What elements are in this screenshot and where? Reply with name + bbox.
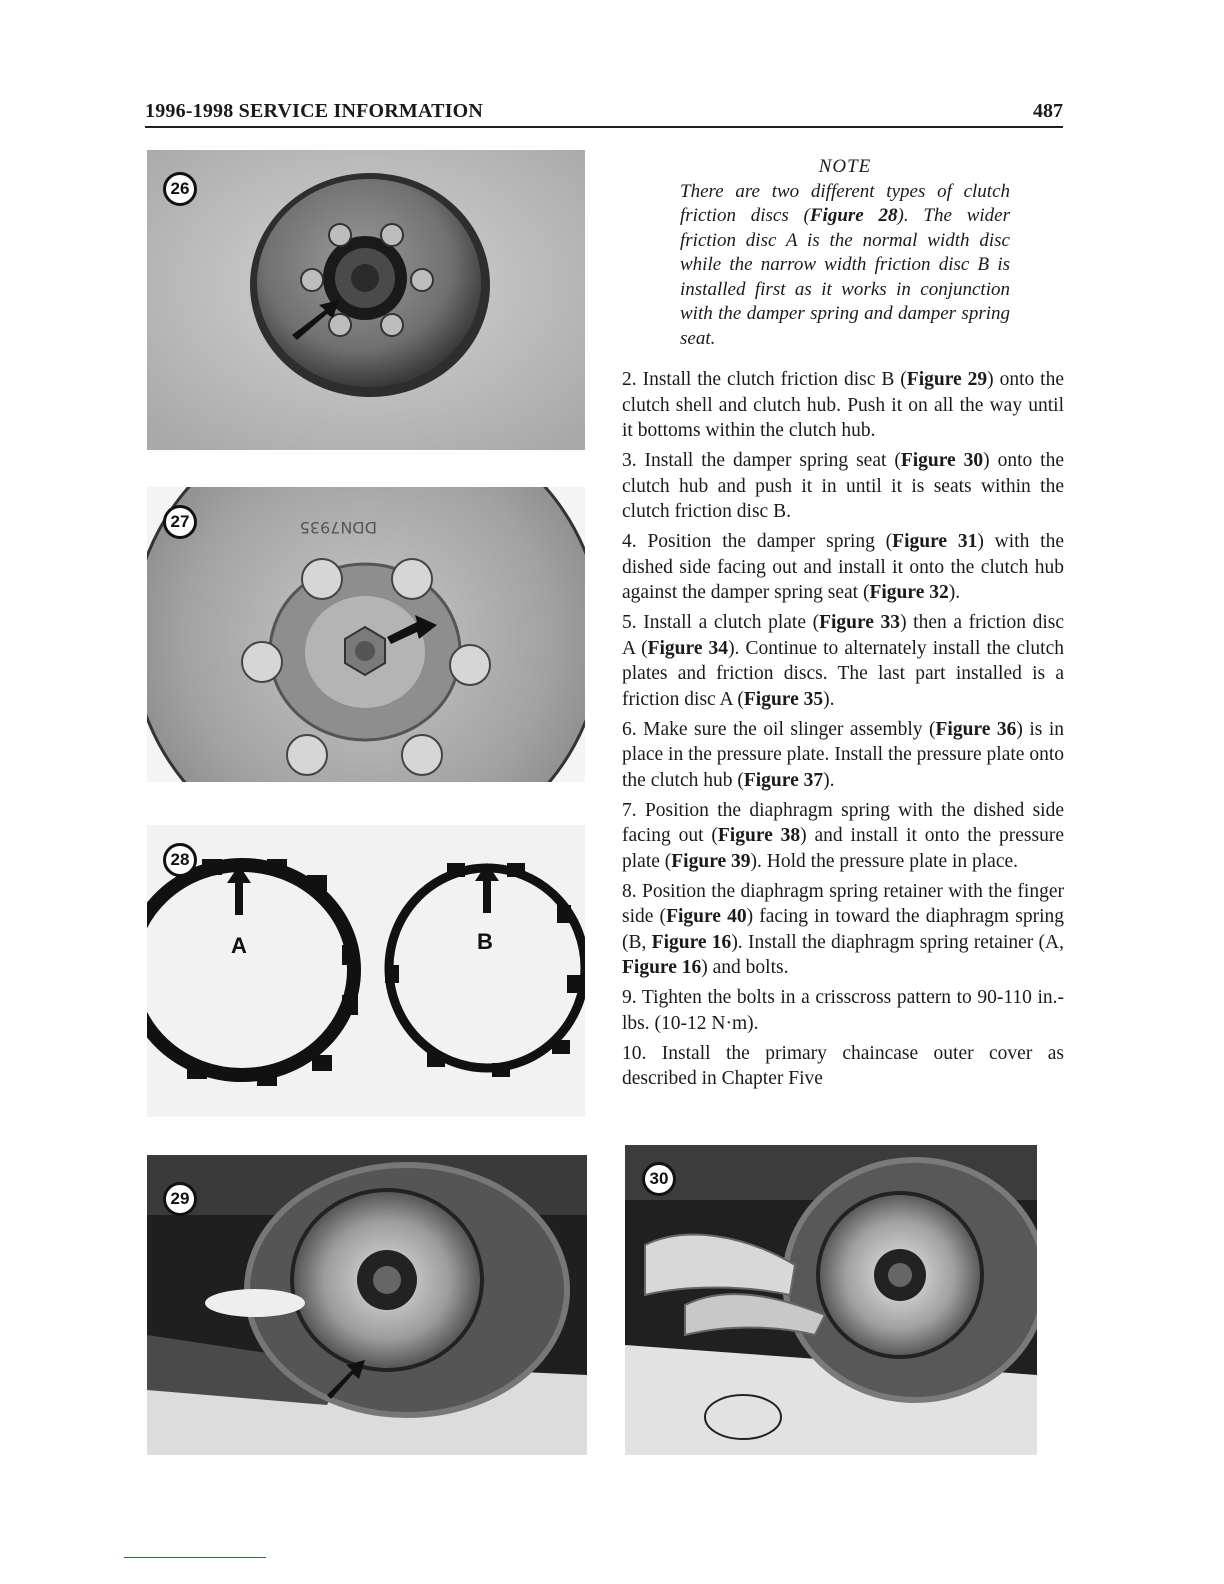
step-4: 4. Position the damper spring (Figure 31) with the dished side facing out and install it onto the clutch hub against the damper spring seat (Figure 32). xyxy=(622,531,1064,603)
figure-27-number: 27 xyxy=(163,505,197,539)
step-10: 10. Install the primary chaincase outer cover as described in Chapter Five xyxy=(622,1042,1064,1089)
step-2: 2. Install the clutch friction disc B (Figure 29) onto the clutch shell and clutch hub. Push it on all the way until it bottoms within the clutch hub. xyxy=(622,369,1065,441)
figure-29-photo xyxy=(147,1155,587,1455)
step-8: 8. Position the diaphragm spring retainer with the finger side (Figure 40) facing in toward the diaphragm spring (B, Figure 16). Install the diaphragm spring retainer (A, Figure 16) and bolts. xyxy=(622,880,1065,978)
header-title: 1996-1998 SERVICE INFORMATION xyxy=(145,100,484,122)
footer-rule xyxy=(124,1557,266,1558)
figure-26-number: 26 xyxy=(163,172,197,206)
figure-26-photo xyxy=(147,150,585,450)
figure-30-photo xyxy=(625,1145,1037,1455)
step-3: 3. Install the damper spring seat (Figure 30) onto the clutch hub and push it in until it is seats within the clutch friction disc B. xyxy=(622,450,1065,522)
step-6: 6. Make sure the oil slinger assembly (Figure 36) is in place in the pressure plate. Install the pressure plate onto the clutch hub (Figure 37). xyxy=(622,718,1065,791)
figure-28-label-b: B xyxy=(477,929,493,954)
figure-28-label-a: A xyxy=(231,933,247,958)
figure-28-photo xyxy=(147,825,585,1117)
page-number: 487 xyxy=(1033,100,1063,122)
procedure-steps xyxy=(622,367,1064,1096)
figure-28-number: 28 xyxy=(163,843,197,877)
note-title: NOTE xyxy=(818,156,872,177)
note-block xyxy=(680,155,1010,351)
figure-27-photo xyxy=(147,487,585,782)
step-9: 9. Tighten the bolts in a crisscross pattern to 90-110 in.-lbs. (10-12 N·m). xyxy=(622,987,1064,1034)
step-5: 5. Install a clutch plate (Figure 33) then a friction disc A (Figure 34). Continue to alternately install the clutch plates and friction discs. The last part installed is a friction disc A (Figure 35). xyxy=(622,612,1065,710)
step-7: 7. Position the diaphragm spring with the dished side facing out (Figure 38) and install it onto the pressure plate (Figure 39). Hold the pressure plate in place. xyxy=(622,799,1064,872)
figure-29-number: 29 xyxy=(163,1182,197,1216)
running-header xyxy=(145,100,1063,128)
figure-30-number: 30 xyxy=(642,1162,676,1196)
note-text: There are two different types of clutch friction discs (Figure 28). The wider friction disc A is the normal width disc while the narrow width friction disc B is installed first as it works in conjunction with the damper spring and damper spring seat. xyxy=(680,180,1010,349)
figure-27-disc-text: DDN7935 xyxy=(299,518,377,537)
